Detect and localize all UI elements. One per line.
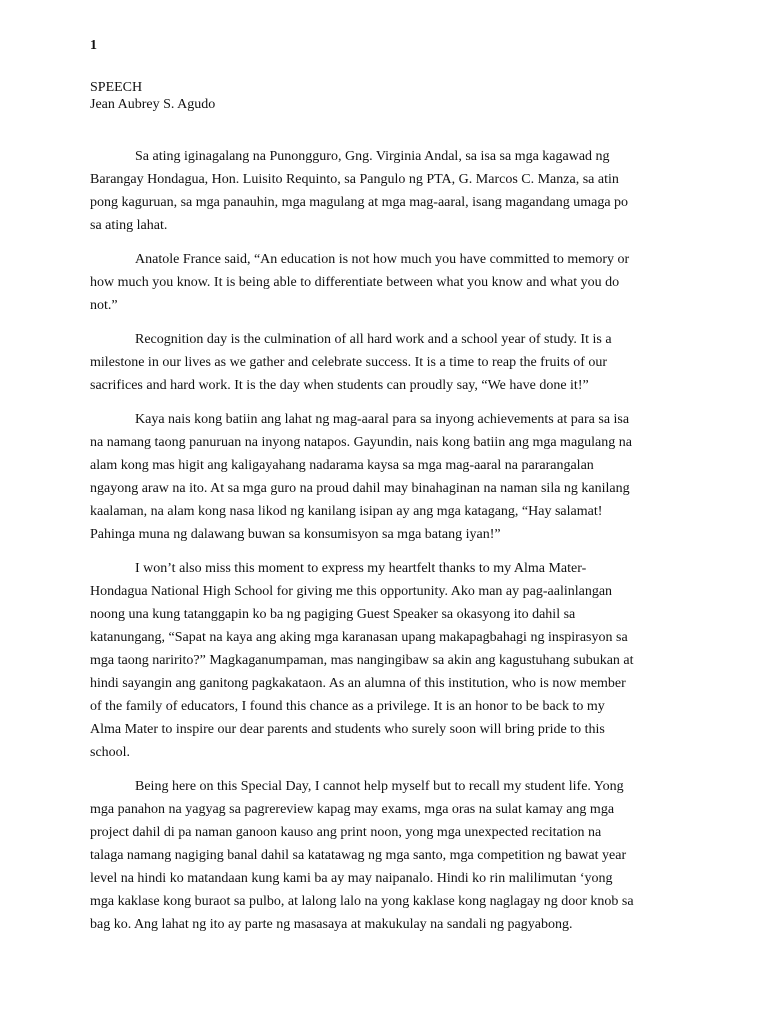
- text-line: noong una kung tatanggapin ko ba ng pagiging Guest Speaker sa okasyong ito dahil sa: [90, 607, 576, 622]
- text-line: Pahinga muna ng dalawang buwan sa konsumisyon sa mga batang iyan!”: [90, 527, 501, 542]
- text-line: level na hindi ko matandaan kung kami ba ay may naipanalo. Hindi ko rin malilimutan ‘yong: [90, 871, 613, 886]
- paragraph-greeting: [90, 145, 690, 237]
- text-line: Barangay Hondagua, Hon. Luisito Requinto, sa Pangulo ng PTA, G. Marcos C. Manza, sa atin: [90, 172, 619, 187]
- text-line: ngayong araw na ito. At sa mga guro na proud dahil may binahaginan na naman sila ng kanilang: [90, 481, 630, 496]
- text-line: bag ko. Ang lahat ng ito ay parte ng masasaya at makukulay na sandali ng pagyabong.: [90, 917, 573, 932]
- text-line: Hondagua National High School for giving me this opportunity. Ako man ay pag-aalinlangan: [90, 584, 613, 599]
- text-line: alam kong mas higit ang kaligayahang nadarama kaysa sa mga mag-aaral na pararangalan: [90, 458, 594, 473]
- text-line: sa ating lahat.: [90, 218, 168, 233]
- text-line: Being here on this Special Day, I cannot help myself but to recall my student life. Yong: [135, 779, 624, 794]
- text-line: not.”: [90, 298, 118, 313]
- text-line: Sa ating iginagalang na Punongguro, Gng. Virginia Andal, sa isa sa mga kagawad ng: [135, 149, 610, 164]
- paragraph-thanks: [90, 557, 690, 764]
- text-line: pong kaguruan, sa mga panauhin, mga magulang at mga mag-aaral, isang magandang umaga po: [90, 195, 629, 210]
- text-line: hindi sayangin ang ganitong pagkakataon. As an alumna of this institution, who is now member: [90, 676, 626, 691]
- text-line: milestone in our lives as we gather and celebrate success. It is a time to reap the fruits of our: [90, 355, 608, 370]
- text-line: Alma Mater to inspire our dear parents and students who surely soon will bring pride to this: [90, 722, 605, 737]
- text-line: project dahil di pa naman ganoon kauso ang print noon, yong mga unexpected recitation na: [90, 825, 602, 840]
- text-line: school.: [90, 745, 131, 760]
- paragraph-congratulations: [90, 408, 690, 546]
- document-title: SPEECH: [90, 80, 143, 95]
- page-number: 1: [90, 38, 97, 53]
- text-line: Anatole France said, “An education is not how much you have committed to memory or: [135, 252, 630, 267]
- text-line: mga taong naririto?” Magkaganumpaman, mas nangingibaw sa akin ang kagustuhang subukan at: [90, 653, 634, 668]
- text-line: I won’t also miss this moment to express my heartfelt thanks to my Alma Mater-: [135, 561, 587, 576]
- text-line: kaalaman, na alam kong nasa likod ng kanilang isipan ay ang mga katagang, “Hay salamat!: [90, 504, 603, 519]
- text-line: mga kaklase kong buraot sa pulbo, at lalong lalo na yong kaklase kong naglagay ng door knob sa: [90, 894, 634, 909]
- text-line: na namang taong panuruan na inyong natapos. Gayundin, nais kong batiin ang mga magulang na: [90, 435, 632, 450]
- text-line: mga panahon na yagyag sa pagrereview kapag may exams, mga oras na sulat kamay ang mga: [90, 802, 615, 817]
- text-line: of the family of educators, I found this chance as a privilege. It is an honor to be back to my: [90, 699, 605, 714]
- text-line: katanungang, “Sapat na kaya ang aking mga karanasan upang makapagbahagi ng inspirasyon sa: [90, 630, 628, 645]
- speech-body: [90, 145, 690, 947]
- author-name: Jean Aubrey S. Agudo: [90, 97, 216, 112]
- text-line: how much you know. It is being able to differentiate between what you know and what you do: [90, 275, 620, 290]
- text-line: Kaya nais kong batiin ang lahat ng mag-aaral para sa inyong achievements at para sa isa: [135, 412, 630, 427]
- paragraph-recognition-day: [90, 328, 690, 397]
- text-line: talaga namang nagiging banal dahil sa katatawag ng mga santo, mga competition ng bawat year: [90, 848, 627, 863]
- text-line: Recognition day is the culmination of all hard work and a school year of study. It is a: [135, 332, 612, 347]
- document-header: [90, 79, 215, 113]
- text-line: sacrifices and hard work. It is the day when students can proudly say, “We have done it!”: [90, 378, 589, 393]
- paragraph-quote: [90, 248, 690, 317]
- paragraph-student-life: [90, 775, 690, 936]
